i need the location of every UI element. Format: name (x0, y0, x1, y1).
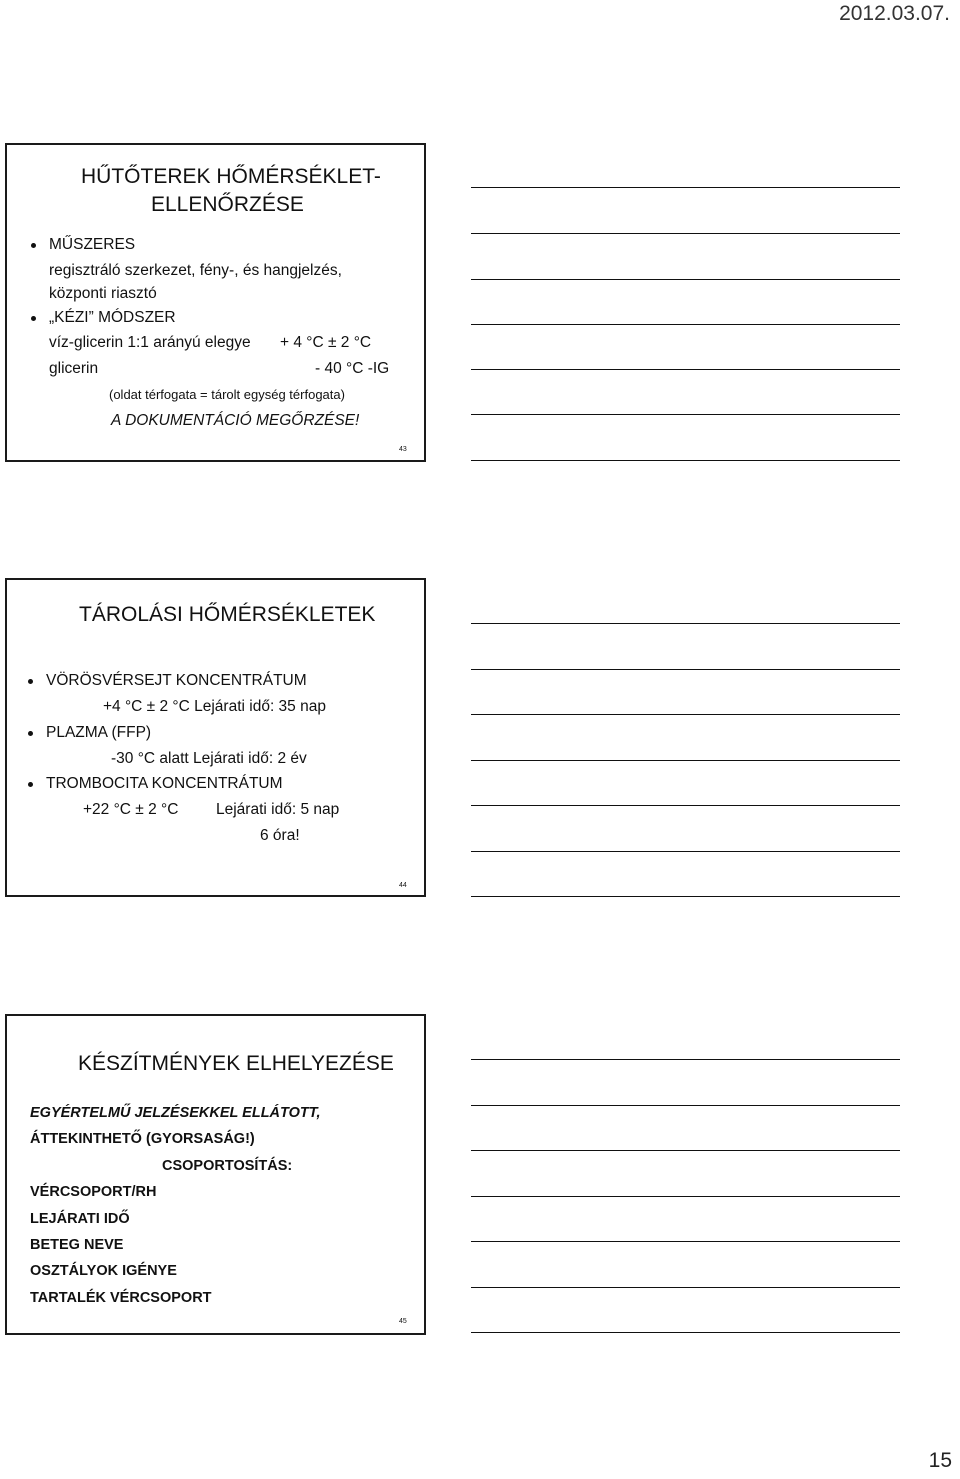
plazma-text: -30 °C alatt Lejárati idő: 2 év (111, 750, 307, 767)
bullet-trombocita: TROMBOCITA KONCENTRÁTUM (46, 775, 283, 792)
group-item: BETEG NEVE (30, 1237, 124, 1253)
volume-note: (oldat térfogata = tárolt egység térfogata) (109, 387, 345, 402)
group-item: VÉRCSOPORT/RH (30, 1184, 157, 1200)
note-line (471, 1241, 900, 1242)
note-line (471, 851, 900, 852)
slide-title-line2: ELLENŐRZÉSE (151, 193, 304, 216)
note-line (471, 1287, 900, 1288)
note-line (471, 460, 900, 461)
kezi-text-1-left: víz-glicerin 1:1 arányú elegye (49, 334, 251, 351)
muszeres-text-2: központi riasztó (49, 285, 157, 302)
grouping-label: CSOPORTOSÍTÁS: (162, 1158, 293, 1174)
note-line (471, 1105, 900, 1106)
slide-43 (5, 143, 426, 462)
slide-title-line1: HŰTŐTEREK HŐMÉRSÉKLET- (81, 165, 381, 188)
muszeres-text-1: regisztráló szerkezet, fény-, és hangjelzés, (49, 262, 342, 279)
slide-title: KÉSZÍTMÉNYEK ELHELYEZÉSE (78, 1052, 394, 1075)
bullet-muszeres: MŰSZERES (49, 236, 136, 253)
slide-number: 45 (399, 1318, 407, 1325)
kezi-text-1-right: + 4 °C ± 2 °C (280, 334, 372, 351)
note-line (471, 369, 900, 370)
slide-number: 43 (399, 446, 407, 453)
slide-number: 44 (399, 882, 407, 889)
slide-title: TÁROLÁSI HŐMÉRSÉKLETEK (79, 603, 376, 626)
note-line (471, 324, 900, 325)
note-line (471, 233, 900, 234)
note-line (471, 805, 900, 806)
voros-text: +4 °C ± 2 °C Lejárati idő: 35 nap (103, 698, 326, 715)
page-number: 15 (928, 1449, 952, 1472)
trombocita-text-left: +22 °C ± 2 °C (83, 801, 179, 818)
note-line (471, 1150, 900, 1151)
note-line (471, 760, 900, 761)
placement-line-2: ÁTTEKINTHETŐ (GYORSASÁG!) (30, 1131, 255, 1147)
page-date: 2012.03.07. (839, 2, 950, 25)
note-line (471, 279, 900, 280)
slide-44 (5, 578, 426, 897)
slide-45 (5, 1014, 426, 1335)
note-line (471, 714, 900, 715)
kezi-text-2-right: - 40 °C -IG (315, 360, 390, 377)
note-line (471, 669, 900, 670)
trombocita-text-2: 6 óra! (260, 827, 300, 844)
documentation-note: A DOKUMENTÁCIÓ MEGŐRZÉSE! (111, 412, 360, 429)
kezi-text-2-left: glicerin (49, 360, 99, 377)
placement-line-1: EGYÉRTELMŰ JELZÉSEKKEL ELLÁTOTT, (30, 1105, 321, 1121)
note-line (471, 1332, 900, 1333)
bullet-plazma: PLAZMA (FFP) (46, 724, 152, 741)
note-line (471, 1196, 900, 1197)
note-line (471, 896, 900, 897)
note-line (471, 414, 900, 415)
group-item: TARTALÉK VÉRCSOPORT (30, 1290, 212, 1306)
bullet-voros: VÖRÖSVÉRSEJT KONCENTRÁTUM (46, 672, 307, 689)
note-line (471, 187, 900, 188)
trombocita-text-right: Lejárati idő: 5 nap (216, 801, 340, 818)
note-line (471, 623, 900, 624)
group-item: OSZTÁLYOK IGÉNYE (30, 1263, 177, 1279)
note-line (471, 1059, 900, 1060)
bullet-kezi-modszer: „KÉZI” MÓDSZER (49, 309, 176, 326)
group-item: LEJÁRATI IDŐ (30, 1211, 130, 1227)
